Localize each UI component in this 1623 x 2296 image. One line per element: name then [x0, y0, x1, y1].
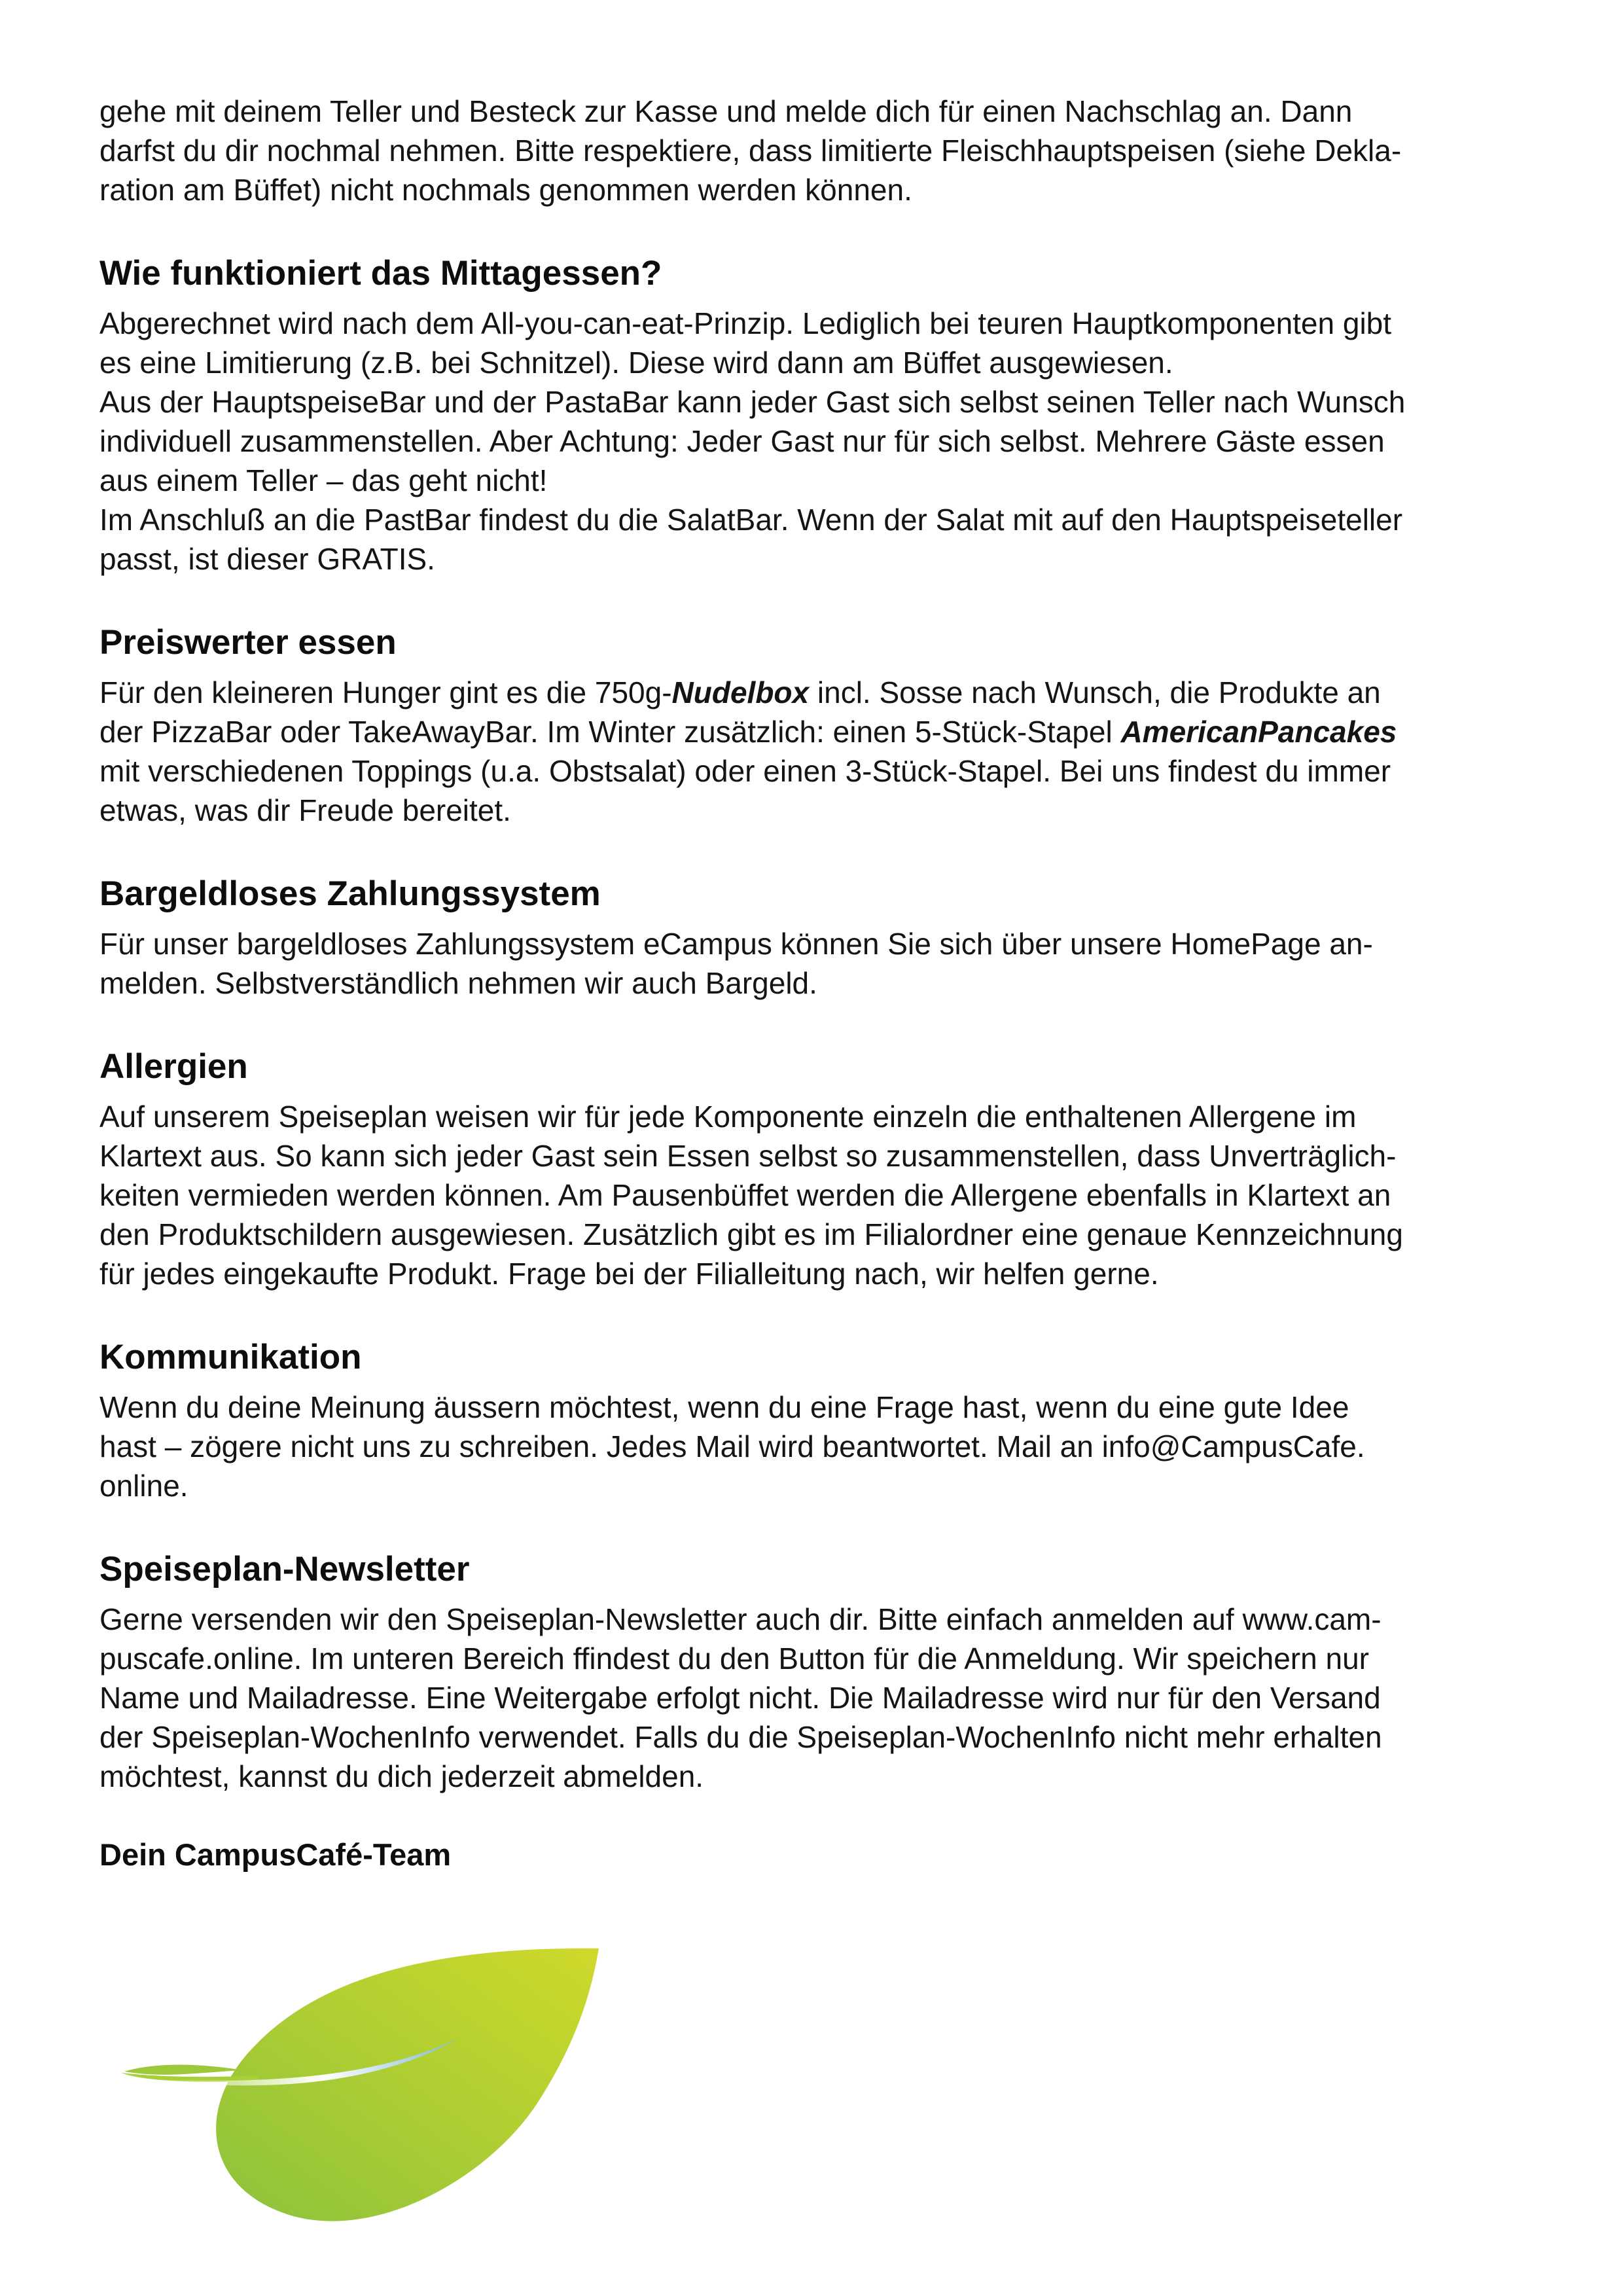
section-preiswerter: [99, 622, 1526, 830]
text-line: online.: [99, 1469, 188, 1503]
text-line: Wenn du deine Meinung äussern möchtest, wenn du eine Frage hast, wenn du eine gute Idee: [99, 1390, 1349, 1424]
section-mittagessen: [99, 253, 1526, 579]
product-name: AmericanPancakes: [1120, 715, 1397, 749]
text-line: Im Anschluß an die PastBar findest du die SalatBar. Wenn der Salat mit auf den Hauptspeiseteller: [99, 503, 1403, 537]
leaf-icon: [118, 1947, 602, 2222]
text-line: passt, ist dieser GRATIS.: [99, 542, 435, 576]
section-bargeldlos: [99, 873, 1526, 1003]
text-line: darfst du dir nochmal nehmen. Bitte respektiere, dass limitierte Fleischhauptspeisen (siehe Dekla-: [99, 134, 1402, 168]
section-heading: Kommunikation: [99, 1338, 362, 1376]
section-heading: Bargeldloses Zahlungssystem: [99, 874, 601, 913]
section-newsletter: [99, 1549, 1526, 1796]
section-kommunikation: [99, 1336, 1526, 1505]
text-line: Gerne versenden wir den Speiseplan-Newsletter auch dir. Bitte einfach anmelden auf www.cam-: [99, 1602, 1382, 1636]
text-line: puscafe.online. Im unteren Bereich ffindest du den Button für die Anmeldung. Wir speichern nur: [99, 1641, 1369, 1676]
text-line: gehe mit deinem Teller und Besteck zur Kasse und melde dich für einen Nachschlag an. Dann: [99, 94, 1353, 128]
text-line: etwas, was dir Freude bereitet.: [99, 793, 511, 827]
text-line: keiten vermieden werden können. Am Pausenbüffet werden die Allergene ebenfalls in Klartext an: [99, 1178, 1391, 1212]
text-line: Aus der HauptspeiseBar und der PastaBar kann jeder Gast sich selbst seinen Teller nach Wunsch: [99, 385, 1406, 419]
text-line: hast – zögere nicht uns zu schreiben. Jedes Mail wird beantwortet. Mail an info@CampusCafe.: [99, 1429, 1365, 1463]
text-line: für jedes eingekaufte Produkt. Frage bei der Filialleitung nach, wir helfen gerne.: [99, 1257, 1159, 1291]
text-line: der Speiseplan-WochenInfo verwendet. Falls du die Speiseplan-WochenInfo nicht mehr erhalten: [99, 1720, 1382, 1754]
text-line: den Produktschildern ausgewiesen. Zusätzlich gibt es im Filialordner eine genaue Kennzeichnung: [99, 1217, 1403, 1251]
text-line: möchtest, kannst du dich jederzeit abmelden.: [99, 1759, 704, 1793]
text-line: aus einem Teller – das geht nicht!: [99, 463, 548, 497]
text-line: ration am Büffet) nicht nochmals genommen werden können.: [99, 173, 912, 207]
leaf-stem: [124, 2065, 242, 2075]
text-line: Name und Mailadresse. Eine Weitergabe erfolgt nicht. Die Mailadresse wird nur für den Versand: [99, 1681, 1381, 1715]
text-line: Auf unserem Speiseplan weisen wir für jede Komponente einzeln die enthaltenen Allergene im: [99, 1100, 1357, 1134]
product-name: Nudelbox: [671, 675, 810, 709]
text-line: melden. Selbstverständlich nehmen wir auch Bargeld.: [99, 966, 817, 1000]
text-run: incl. Sosse nach Wunsch, die Produkte an: [809, 675, 1381, 709]
section-heading: Preiswerter essen: [99, 623, 397, 662]
section-heading: Wie funktioniert das Mittagessen?: [99, 254, 662, 293]
text-line: [99, 712, 1526, 751]
section-heading: Speiseplan-Newsletter: [99, 1550, 470, 1588]
text-line: mit verschiedenen Toppings (u.a. Obstsalat) oder einen 3-Stück-Stapel. Bei uns findest du immer: [99, 754, 1391, 788]
text-line: es eine Limitierung (z.B. bei Schnitzel). Diese wird dann am Büffet ausgewiesen.: [99, 346, 1173, 380]
text-line: Abgerechnet wird nach dem All-you-can-eat-Prinzip. Lediglich bei teuren Hauptkomponenten gibt: [99, 306, 1392, 340]
section-allergien: [99, 1046, 1526, 1293]
text-line: [99, 673, 1526, 712]
text-line: Für unser bargeldloses Zahlungssystem eCampus können Sie sich über unsere HomePage an-: [99, 927, 1373, 961]
document-page: [99, 92, 1526, 1874]
text-line: individuell zusammenstellen. Aber Achtung: Jeder Gast nur für sich selbst. Mehrere Gäste essen: [99, 424, 1385, 458]
text-run: der PizzaBar oder TakeAwayBar. Im Winter zusätzlich: einen 5-Stück-Stapel: [99, 715, 1121, 749]
section-heading: Allergien: [99, 1047, 248, 1086]
intro-paragraph: [99, 92, 1526, 209]
text-run: Für den kleineren Hunger gint es die 750g-: [99, 675, 672, 709]
signature: Dein CampusCafé-Team: [99, 1837, 452, 1872]
text-line: Klartext aus. So kann sich jeder Gast sein Essen selbst so zusammenstellen, dass Unverträglich-: [99, 1139, 1397, 1173]
